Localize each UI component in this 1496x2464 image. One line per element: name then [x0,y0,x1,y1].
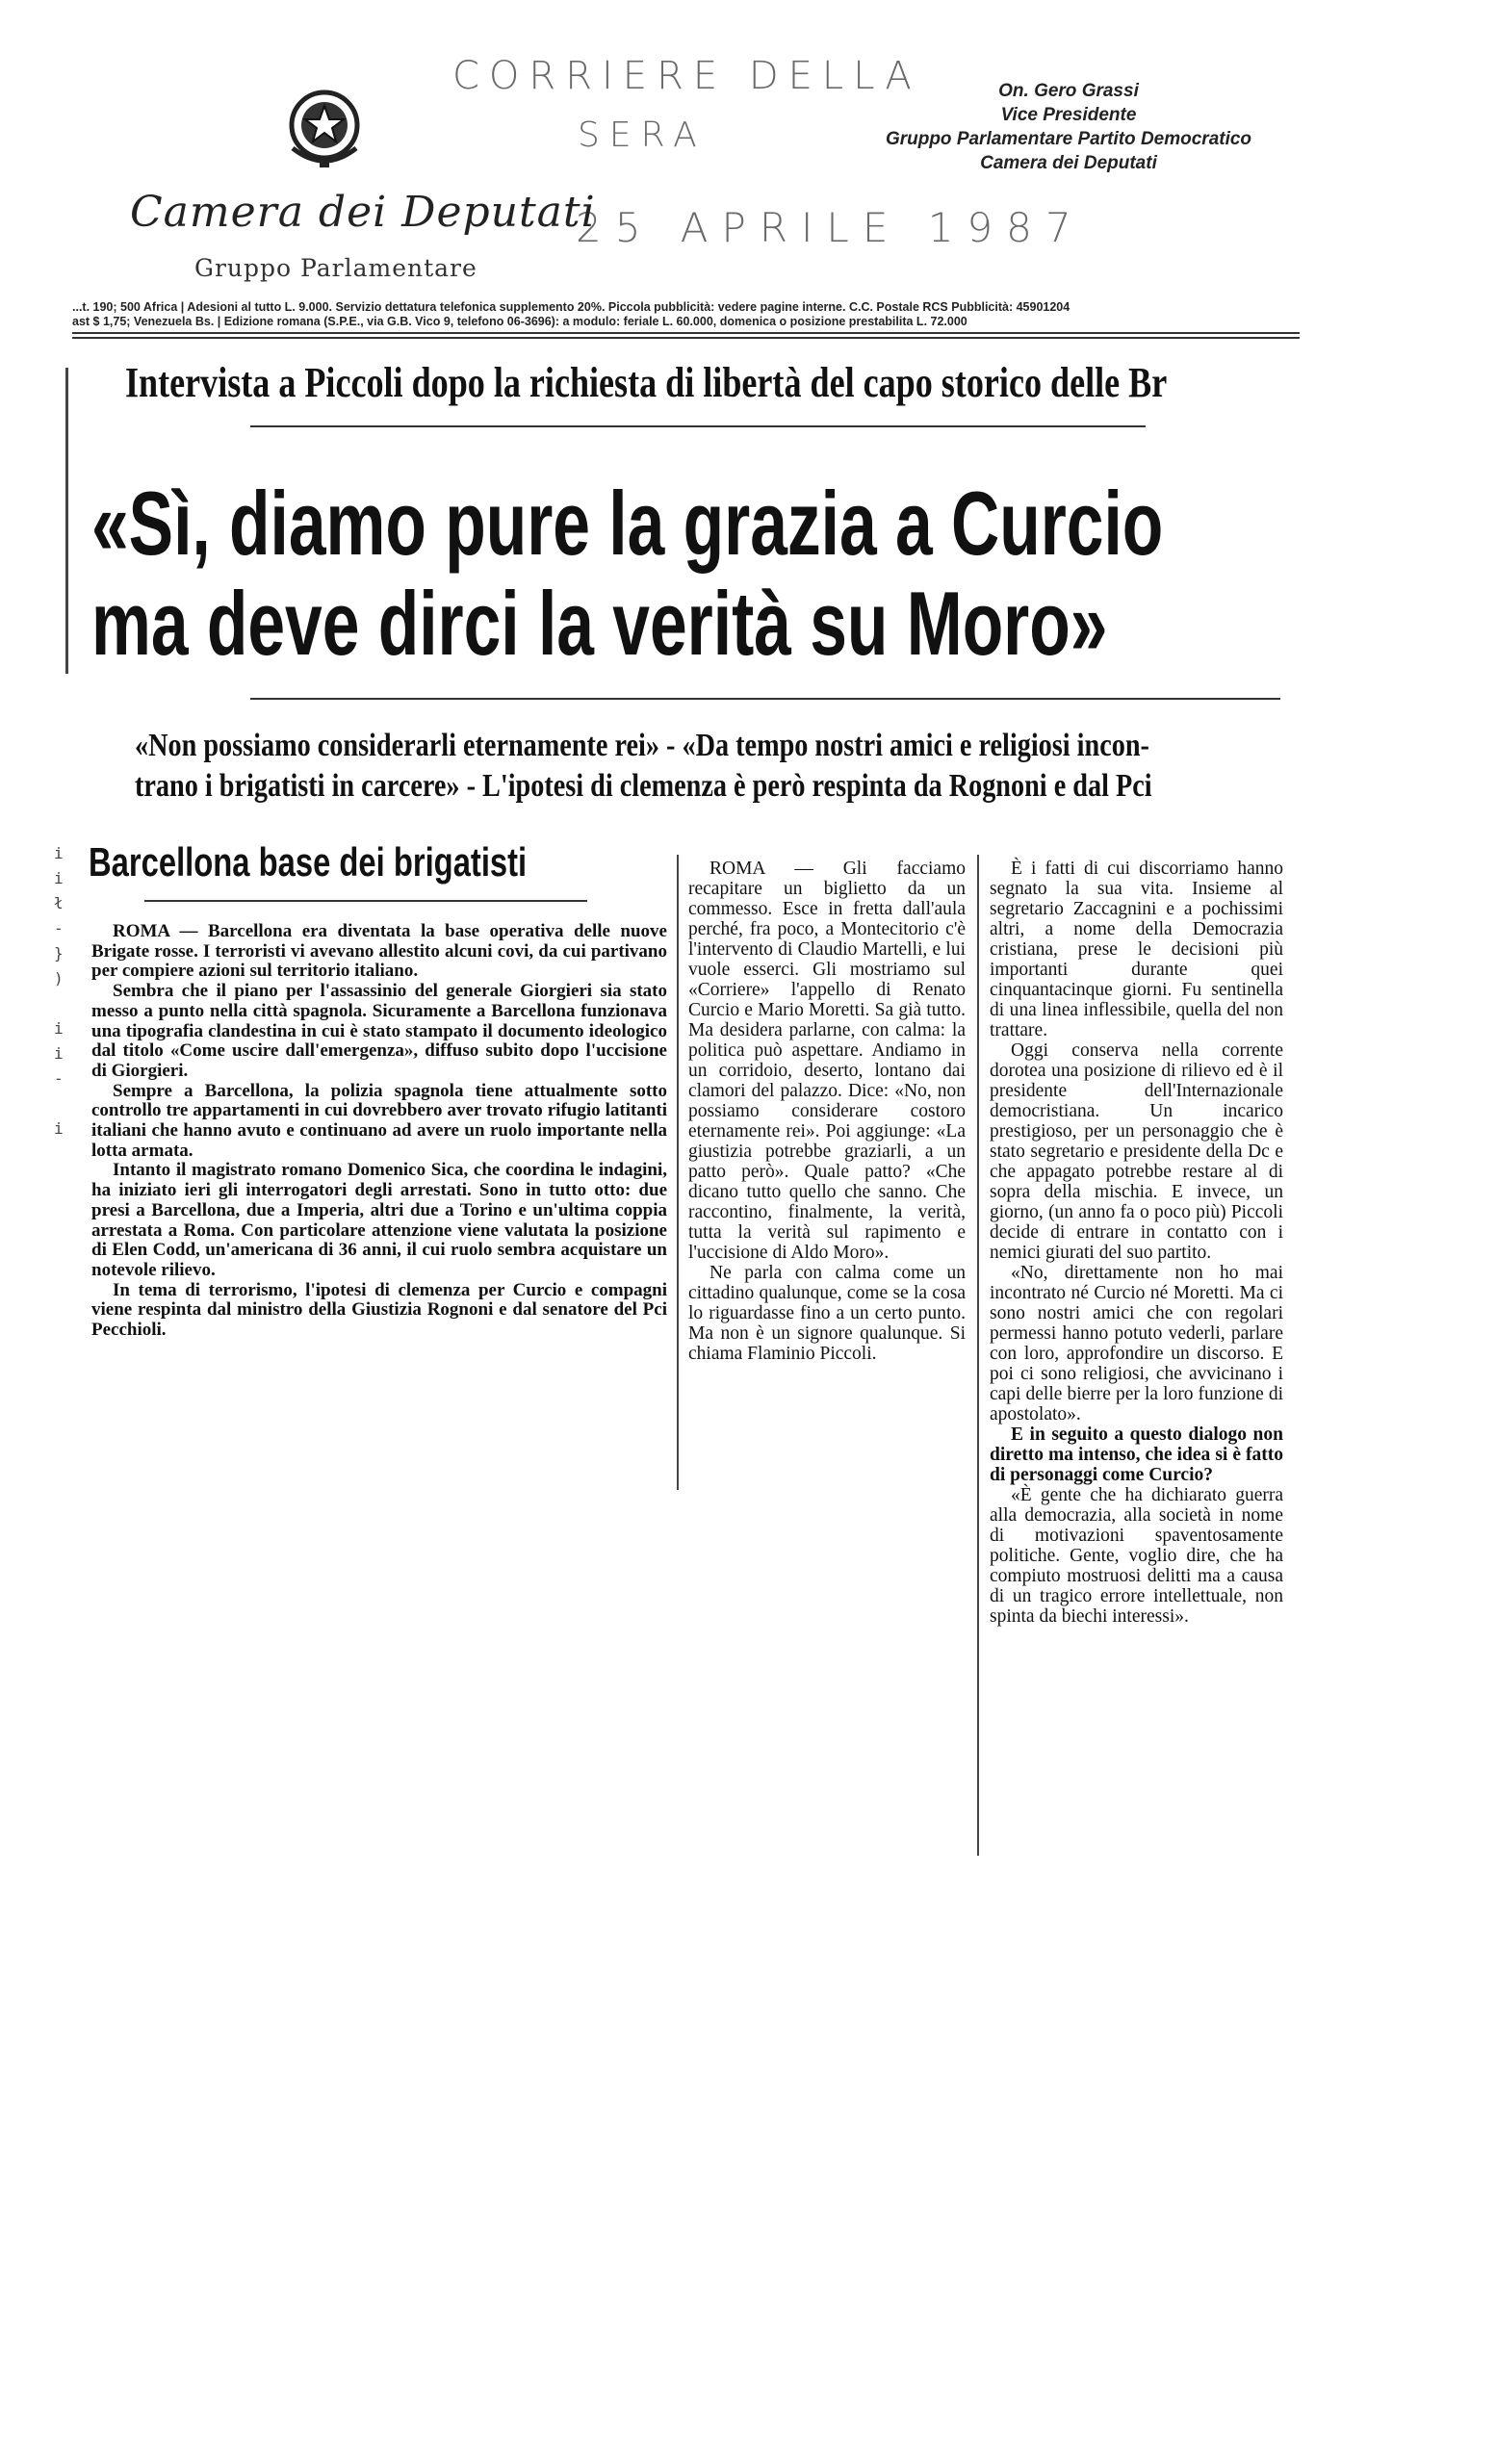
column-paragraph: Ne parla con calma come un cittadino qualunque, come se la cosa lo riguardasse fino a un certo punto. Ma non è un signore qualunque. Si chiama Flaminio Piccoli. [688,1263,966,1364]
interview-answer: «È gente che ha dichiarato guerra alla democrazia, alla società in nome di motivazioni spaventosamente politiche. Gente, voglio dire, che ha compiuto mostruosi delitti ma a causa di un tragico errore intellettuale, non spinta da biechi interessi». [990,1485,1283,1627]
headline-line-1: «Sì, diamo pure la grazia a Curcio [91,473,1164,574]
masthead-line-2: ast $ 1,75; Venezuela Bs. | Edizione romana (S.P.E., via G.B. Vico 9, telefono 06-3696): a modulo: feriale L. 60.000, domenica o posizione prestabilita L. 72.000 [72,315,967,328]
headline-underline [250,698,1280,700]
article-column-2 [688,859,966,1364]
stamp-role: Vice Presidente [1000,105,1137,125]
article-subhead [135,726,1152,807]
handwritten-newspaper-name: CORRIERE DELLA [452,54,921,98]
clipping-edge [65,368,68,674]
interview-question: E in seguito a questo dialogo non diretto ma intenso, che idea si è fatto di personaggi come Curcio? [990,1424,1283,1485]
kicker-underline [250,425,1146,427]
handwritten-date: 25 APRILE 1987 [576,204,1085,251]
sidebar-paragraph: Sempre a Barcellona, la polizia spagnola tiene attualmente sotto controllo tre appartamenti in cui dovrebbero aver trovato rifugio latitanti italiani che hanno avuto e continuano ad avere un ruolo importante nella lotta armata. [91,1080,667,1161]
sidebar-paragraph: ROMA — Barcellona era diventata la base operativa delle nuove Brigate rosse. I terroristi vi avevano allestito alcuni covi, da cui partivano per compiere azioni sul territorio italiano. [91,921,667,982]
handwritten-newspaper-name-2: SERA [578,116,707,155]
margin-marks: i i ł - } ) i i - i [54,844,64,1138]
stamp-group: Gruppo Parlamentare Partito Democratico [885,129,1252,149]
column-divider-1 [677,855,679,1490]
sidebar-paragraph: Intanto il magistrato romano Domenico Sica, che coordina le indagini, ha iniziato ieri gli interrogatori degli arrestati. Sono in tutto otto: due presi a Barcellona, due a Imperia, altri due a Torino e un'ultima coppia arrestata a Roma. Con particolare attenzione viene valutata la posizione di Elen Codd, un'americana di 36 anni, il cui ruolo sembra acquistare un notevole rilievo. [91,1160,667,1280]
deputy-stamp [866,79,1271,175]
letterhead-group: Gruppo Parlamentare [194,254,477,282]
column-paragraph: «No, direttamente non ho mai incontrato né Curcio né Moretti. Ma ci sono nostri amici che con regolari permessi hanno potuto vederli, parlare con loro, approfondire un discorso. E poi ci sono religiosi, che avvicinano i capi delle bierre per la loro funzione di apostolato». [990,1263,1283,1424]
article-kicker: Intervista a Piccoli dopo la richiesta di libertà del capo storico delle Br [125,359,1168,406]
sidebar-title-underline [144,900,587,902]
column-divider-2 [977,855,979,1856]
masthead-rule [72,337,1300,339]
stamp-chamber: Camera dei Deputati [980,153,1157,173]
newspaper-masthead [72,300,1300,334]
subhead-line-1: «Non possiamo considerarli eternamente rei» - «Da tempo nostri amici e religiosi incon- [135,728,1149,763]
sidebar-paragraph: Sembra che il piano per l'assassinio del generale Giorgieri sia stato messo a punto nella città spagnola. Sicuramente a Barcellona funzionava una tipografia clandestina in cui è stato stampato il documento ideologico dal titolo «Come uscire dall'emergenza», diffuso subito dopo l'uccisione di Giorgieri. [91,981,667,1081]
article-headline [91,474,1163,674]
column-paragraph: ROMA — Gli facciamo recapitare un biglietto da un commesso. Esce in fretta dall'aula perché, fra poco, a Montecitorio c'è l'intervento di Claudio Martelli, e lui vuole esserci. Gli mostriamo sul «Corriere» l'appello di Renato Curcio e Mario Moretti. Sa già tutto. Ma desidera parlarne, con calma: la politica può aspettare. Andiamo in un corridoio, deserto, lontano dai clamori del palazzo. Dice: «No, non possiamo considerare costoro eternamente rei». Poi aggiunge: «La giustizia potrebbe graziarli, a un patto però». Quale patto? «Che dicano tutto quello che sanno. Che raccontino, finalmente, la verità, tutta la verità sul rapimento e l'uccisione di Aldo Moro». [688,859,966,1263]
stamp-name: On. Gero Grassi [998,81,1139,101]
sidebar-title: Barcellona base dei brigatisti [89,839,528,885]
sidebar-paragraph: In tema di terrorismo, l'ipotesi di clemenza per Curcio e compagni viene respinta dal ministro della Giustizia Rognoni e dal senatore del Pci Pecchioli. [91,1279,667,1341]
masthead-line-1: ...t. 190; 500 Africa | Adesioni al tutto L. 9.000. Servizio dettatura telefonica supplemento 20%. Piccola pubblicità: vedere pagine interne. C.C. Postale RCS Pubblicità: 45901204 [72,300,1070,314]
column-paragraph: È i fatti di cui discorriamo hanno segnato la sua vita. Insieme al segretario Zaccagnini e a pochissimi altri, a nome della Democrazia cristiana, prese le decisioni più importanti durante quei cinquantacinque giorni. Fu sentinella di una linea inflessibile, quella del non trattare. [990,859,1283,1040]
column-paragraph: Oggi conserva nella corrente dorotea una posizione di rilievo ed è il presidente dell'Internazionale democristiana. Un incarico prestigioso, per un personaggio che è stato segretario e presidente della Dc e che appagato potrebbe restare al di sopra della mischia. E invece, un giorno, (un anno fa o poco più) Piccoli decide di entrare in contatto con i nemici giurati del suo partito. [990,1040,1283,1263]
sidebar-body [91,922,667,1341]
subhead-line-2: trano i brigatisti in carcere» - L'ipotesi di clemenza è però respinta da Rognoni e dal Pci [135,768,1152,804]
headline-line-2: ma deve dirci la verità su Moro» [91,573,1108,674]
italian-republic-emblem-icon [281,85,368,169]
letterhead-institution: Camera dei Deputati [130,188,596,237]
article-column-3 [990,859,1283,1627]
